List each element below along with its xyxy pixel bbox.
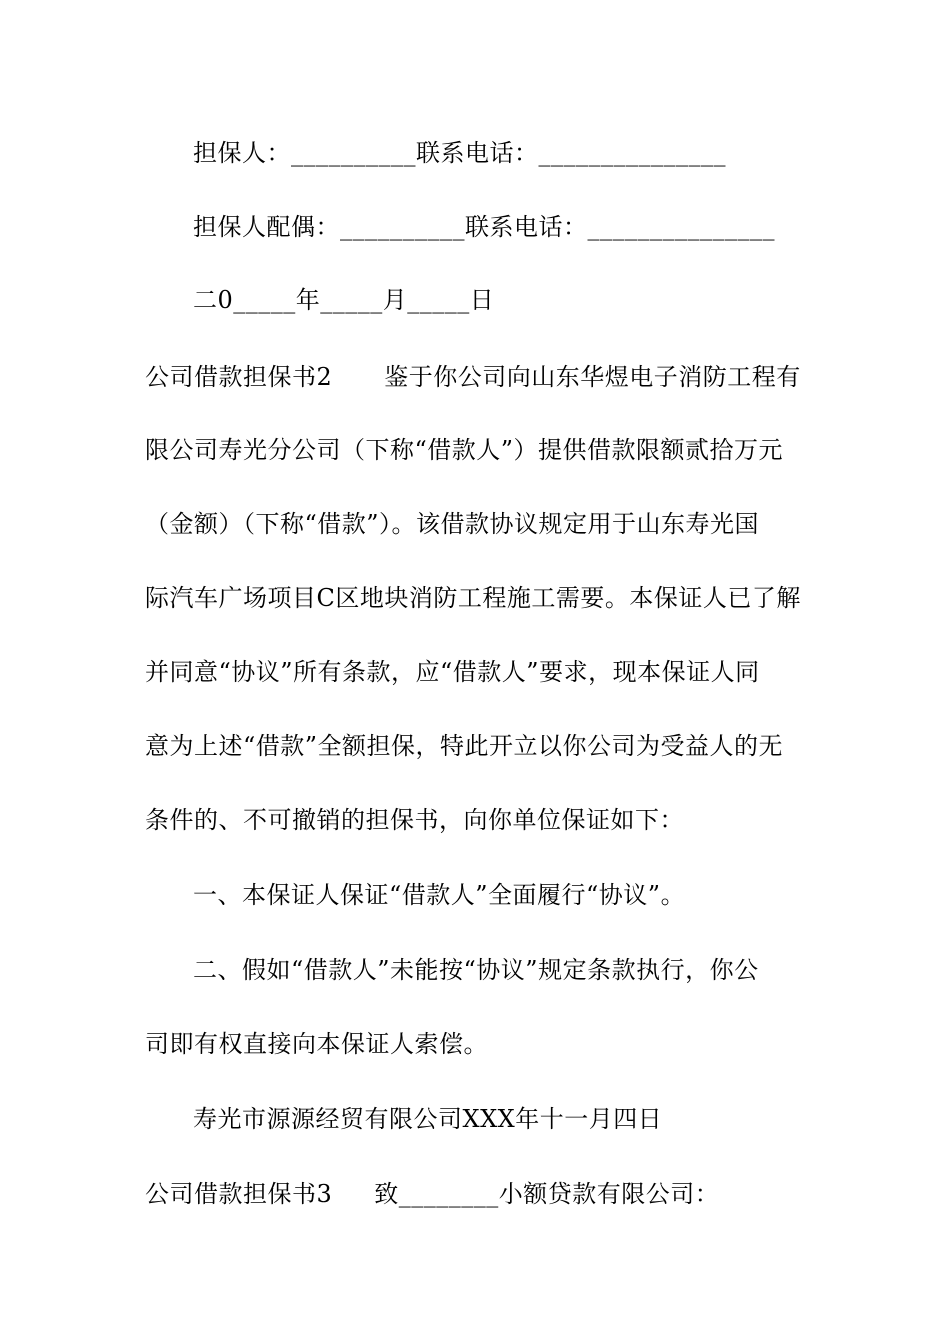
signature-date-line: 寿光市源源经贸有限公司XXX年十一月四日 — [193, 1105, 663, 1133]
date-line: 二0_____年_____月_____日 — [193, 286, 495, 314]
section-2-title: 公司借款担保书2 — [145, 363, 333, 391]
section-2-first-sentence: 鉴于你公司向山东华煜电子消防工程有 — [384, 363, 801, 391]
section-2-line — [145, 362, 810, 392]
clause-2: 二、假如“借款人”未能按“协议”规定条款执行，你公 — [193, 956, 759, 984]
section-3-line — [145, 1179, 810, 1209]
clause-1: 一、本保证人保证“借款人”全面履行“协议”。 — [193, 881, 686, 909]
paragraph-line: 限公司寿光分公司（下称“借款人”）提供借款限额贰拾万元 — [145, 436, 784, 464]
paragraph-line: 际汽车广场项目C区地块消防工程施工需要。本保证人已了解 — [145, 584, 801, 612]
guarantor-spouse-line: 担保人配偶：__________联系电话：_______________ — [193, 213, 775, 241]
section-3-addressee: 致________小额贷款有限公司： — [374, 1180, 720, 1208]
paragraph-line: 并同意“协议”所有条款，应“借款人”要求，现本保证人同 — [145, 658, 760, 686]
clause-2-continued: 司即有权直接向本保证人索偿。 — [145, 1030, 488, 1058]
section-3-title: 公司借款担保书3 — [145, 1180, 333, 1208]
paragraph-line: （金额）（下称“借款”）。该借款协议规定用于山东寿光国 — [145, 510, 760, 538]
paragraph-line: 条件的、不可撤销的担保书，向你单位保证如下： — [145, 806, 684, 834]
guarantor-line: 担保人：__________联系电话：_______________ — [193, 139, 726, 167]
paragraph-line: 意为上述“借款”全额担保，特此开立以你公司为受益人的无 — [145, 732, 784, 760]
